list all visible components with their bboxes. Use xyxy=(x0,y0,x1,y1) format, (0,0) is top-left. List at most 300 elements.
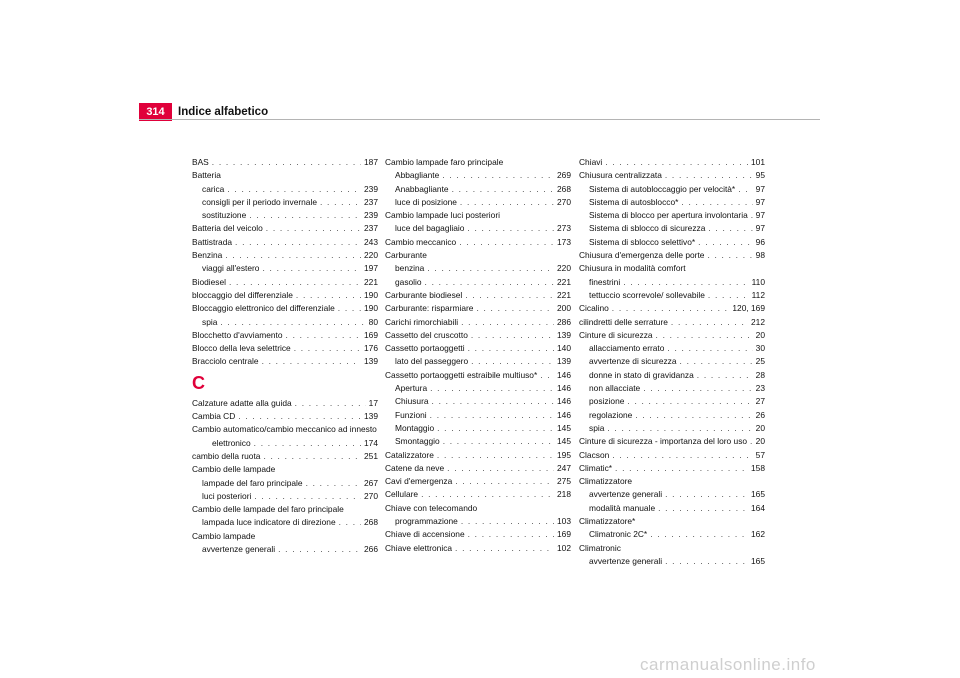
dot-leader xyxy=(262,262,361,275)
index-column-3 xyxy=(579,156,765,568)
index-heading: Climatizzatore* xyxy=(579,516,636,527)
entry-text: Chiave elettronica xyxy=(385,542,453,553)
entry-page: 139 xyxy=(364,356,378,367)
entry-page: 139 xyxy=(364,411,378,422)
dot-leader xyxy=(227,183,361,196)
index-entry xyxy=(192,156,378,169)
index-heading: Chiave con telecomando xyxy=(385,502,478,513)
entry-page: 95 xyxy=(755,170,765,181)
index-entry xyxy=(385,342,571,355)
index-entry xyxy=(192,477,378,490)
index-entry xyxy=(579,422,765,435)
entry-page: 20 xyxy=(755,422,765,433)
entry-text: Cambio meccanico xyxy=(385,236,457,247)
index-entry xyxy=(385,462,571,475)
entry-page: 286 xyxy=(557,316,571,327)
entry-page: 139 xyxy=(557,329,571,340)
entry-page: 221 xyxy=(557,276,571,287)
dot-leader xyxy=(249,209,361,222)
dot-leader xyxy=(455,475,554,488)
entry-page: 197 xyxy=(364,263,378,274)
dot-leader xyxy=(338,302,361,315)
index-entry xyxy=(385,369,571,382)
entry-page: 239 xyxy=(364,210,378,221)
entry-page: 145 xyxy=(557,436,571,447)
entry-page: 200 xyxy=(557,303,571,314)
index-entry xyxy=(385,316,571,329)
index-entry xyxy=(579,183,765,196)
dot-leader xyxy=(612,449,752,462)
entry-text: Cinture di sicurezza xyxy=(579,329,653,340)
index-entry xyxy=(385,395,571,408)
dot-leader xyxy=(427,262,554,275)
entry-page: 97 xyxy=(755,223,765,234)
dot-leader xyxy=(212,156,361,169)
index-entry xyxy=(579,169,765,182)
entry-text: cambio della ruota xyxy=(192,450,261,461)
entry-text: Carburante: risparmiare xyxy=(385,303,474,314)
index-entry xyxy=(579,209,765,222)
entry-page: 120, 169 xyxy=(732,303,765,314)
index-column-1 xyxy=(192,156,378,556)
index-heading: Climatronic xyxy=(579,542,621,553)
section-letter: C xyxy=(192,372,205,393)
dot-leader xyxy=(465,289,554,302)
index-entry xyxy=(192,342,378,355)
entry-page: 174 xyxy=(364,437,378,448)
page-number: 314 xyxy=(139,103,172,121)
entry-text: Sistema di sblocco selettivo* xyxy=(589,236,696,247)
index-entry xyxy=(385,289,571,302)
index-entry xyxy=(192,289,378,302)
entry-text: carica xyxy=(202,183,225,194)
entry-page: 97 xyxy=(755,183,765,194)
entry-text: luce di posizione xyxy=(395,196,457,207)
entry-page: 169 xyxy=(557,529,571,540)
index-entry xyxy=(385,196,571,209)
dot-leader xyxy=(254,490,361,503)
index-entry xyxy=(385,262,571,275)
entry-text: lato del passeggero xyxy=(395,356,469,367)
index-entry xyxy=(579,316,765,329)
index-heading: Carburante xyxy=(385,250,427,261)
index-entry xyxy=(192,397,378,410)
entry-page: 158 xyxy=(751,462,765,473)
dot-leader xyxy=(708,222,752,235)
index-entry xyxy=(192,183,378,196)
entry-text: Benzina xyxy=(192,250,223,261)
dot-leader xyxy=(452,183,554,196)
dot-leader xyxy=(665,169,753,182)
entry-page: 273 xyxy=(557,223,571,234)
entry-page: 212 xyxy=(751,316,765,327)
entry-page: 270 xyxy=(364,490,378,501)
index-entry xyxy=(579,222,765,235)
entry-page: 164 xyxy=(751,502,765,513)
entry-text: Biodiesel xyxy=(192,276,226,287)
dot-leader xyxy=(320,196,361,209)
entry-text: donne in stato di gravidanza xyxy=(589,369,694,380)
index-entry xyxy=(385,169,571,182)
entry-text: Funzioni xyxy=(395,409,427,420)
dot-leader xyxy=(471,329,554,342)
index-heading: Chiusura in modalità comfort xyxy=(579,263,686,274)
entry-page: 20 xyxy=(755,436,765,447)
index-entry xyxy=(579,369,765,382)
dot-leader xyxy=(447,462,554,475)
dot-leader xyxy=(635,409,752,422)
dot-leader xyxy=(278,543,361,556)
dot-leader xyxy=(627,395,752,408)
entry-page: 97 xyxy=(755,196,765,207)
index-entry xyxy=(192,316,378,329)
dot-leader xyxy=(468,528,554,541)
index-entry xyxy=(192,329,378,342)
entry-page: 25 xyxy=(755,356,765,367)
entry-text: non allacciate xyxy=(589,383,641,394)
index-entry xyxy=(579,289,765,302)
dot-leader xyxy=(295,397,366,410)
dot-leader xyxy=(607,422,752,435)
entry-page: 187 xyxy=(364,157,378,167)
index-entry xyxy=(192,222,378,235)
entry-page: 269 xyxy=(557,170,571,181)
entry-page: 57 xyxy=(755,449,765,460)
dot-leader xyxy=(615,462,748,475)
dot-leader xyxy=(751,209,753,222)
entry-text: Blocchetto d'avviamento xyxy=(192,329,283,340)
entry-page: 112 xyxy=(751,289,765,300)
entry-page: 146 xyxy=(557,409,571,420)
index-entry xyxy=(192,516,378,529)
dot-leader xyxy=(220,316,365,329)
entry-page: 80 xyxy=(368,316,378,327)
index-entry xyxy=(385,422,571,435)
entry-text: avvertenze generali xyxy=(589,555,663,566)
entry-text: viaggi all'estero xyxy=(202,263,260,274)
index-entry xyxy=(579,488,765,501)
entry-page: 17 xyxy=(368,397,378,408)
entry-text: Sistema di autosblocco* xyxy=(589,196,679,207)
entry-page: 98 xyxy=(755,250,765,261)
dot-leader xyxy=(605,156,748,169)
entry-text: Climatronic 2C* xyxy=(589,529,648,540)
entry-page: 165 xyxy=(751,555,765,566)
dot-leader xyxy=(665,488,748,501)
dot-leader xyxy=(421,488,554,501)
dot-leader xyxy=(425,276,554,289)
entry-page: 20 xyxy=(755,329,765,340)
dot-leader xyxy=(707,249,752,262)
entry-text: Smontaggio xyxy=(395,436,440,447)
entry-page: 221 xyxy=(557,289,571,300)
entry-text: modalità manuale xyxy=(589,502,656,513)
dot-leader xyxy=(430,409,554,422)
index-entry xyxy=(579,196,765,209)
entry-text: Catene da neve xyxy=(385,462,445,473)
entry-text: spia xyxy=(202,316,218,327)
entry-text: tettuccio scorrevole/ sollevabile xyxy=(589,289,705,300)
entry-text: Climatic* xyxy=(579,462,613,473)
entry-text: Chiave di accensione xyxy=(385,529,465,540)
entry-page: 101 xyxy=(751,157,765,167)
index-entry xyxy=(385,475,571,488)
dot-leader xyxy=(235,236,361,249)
entry-text: Blocco della leva selettrice xyxy=(192,343,291,354)
entry-page: 169 xyxy=(364,329,378,340)
dot-leader xyxy=(238,410,361,423)
dot-leader xyxy=(750,435,753,448)
index-entry xyxy=(385,236,571,249)
entry-text: lampada luce indicatore di direzione xyxy=(202,517,336,528)
dot-leader xyxy=(671,316,748,329)
entry-text: Chiusura centralizzata xyxy=(579,170,662,181)
dot-leader xyxy=(430,382,554,395)
entry-text: Anabbagliante xyxy=(395,183,449,194)
dot-leader xyxy=(266,222,361,235)
index-entry xyxy=(579,502,765,515)
index-heading: Batteria xyxy=(192,170,221,181)
entry-page: 145 xyxy=(557,422,571,433)
index-entry xyxy=(579,435,765,448)
entry-text: Chiusura xyxy=(395,396,429,407)
entry-text: sostituzione xyxy=(202,210,247,221)
entry-text: consigli per il periodo invernale xyxy=(202,196,317,207)
index-heading: Cambio delle lampade xyxy=(192,464,276,475)
index-heading: Climatizzatore xyxy=(579,476,633,487)
entry-page: 243 xyxy=(364,236,378,247)
index-entry xyxy=(579,302,765,315)
dot-leader xyxy=(296,289,361,302)
index-entry xyxy=(579,409,765,422)
entry-text: Carichi rimorchiabili xyxy=(385,316,459,327)
entry-text: avvertenze generali xyxy=(589,489,663,500)
index-entry xyxy=(192,543,378,556)
index-entry xyxy=(579,382,765,395)
index-entry xyxy=(579,528,765,541)
dot-leader xyxy=(681,196,752,209)
index-entry xyxy=(192,196,378,209)
entry-text: Catalizzatore xyxy=(385,449,434,460)
index-entry xyxy=(192,490,378,503)
index-entry xyxy=(385,355,571,368)
entry-text: elettronico xyxy=(212,437,251,448)
entry-text: regolazione xyxy=(589,409,633,420)
entry-page: 220 xyxy=(364,250,378,261)
entry-text: luci posteriori xyxy=(202,490,252,501)
entry-page: 247 xyxy=(557,462,571,473)
entry-text: BAS xyxy=(192,157,209,167)
index-entry xyxy=(192,262,378,275)
index-entry xyxy=(579,555,765,568)
entry-page: 97 xyxy=(755,210,765,221)
entry-page: 103 xyxy=(557,516,571,527)
dot-leader xyxy=(294,342,361,355)
entry-page: 221 xyxy=(364,276,378,287)
dot-leader xyxy=(225,249,361,262)
page-title: Indice alfabetico xyxy=(178,106,269,118)
entry-page: 268 xyxy=(557,183,571,194)
entry-text: Montaggio xyxy=(395,422,435,433)
entry-text: Battistrada xyxy=(192,236,233,247)
dot-leader xyxy=(665,555,748,568)
entry-text: cilindretti delle serrature xyxy=(579,316,668,327)
index-entry xyxy=(385,542,571,555)
entry-text: Cicalino xyxy=(579,303,609,314)
dot-leader xyxy=(658,502,748,515)
header-rule xyxy=(139,119,820,120)
index-entry xyxy=(579,329,765,342)
index-entry xyxy=(579,236,765,249)
index-entry xyxy=(192,437,378,450)
entry-text: Clacson xyxy=(579,449,610,460)
index-heading: Cambio lampade faro principale xyxy=(385,157,504,167)
dot-leader xyxy=(667,342,752,355)
entry-text: luce del bagagliaio xyxy=(395,223,465,234)
entry-text: allacciamento errato xyxy=(589,343,665,354)
entry-page: 96 xyxy=(755,236,765,247)
entry-page: 237 xyxy=(364,223,378,234)
entry-text: avvertenze generali xyxy=(202,544,276,555)
entry-text: Cinture di sicurezza - importanza del loro uso xyxy=(579,436,748,447)
index-entry xyxy=(579,395,765,408)
entry-text: finestrini xyxy=(589,276,621,287)
index-entry xyxy=(385,302,571,315)
entry-text: lampade del faro principale xyxy=(202,477,303,488)
watermark: carmanualsonline.info xyxy=(640,655,816,674)
entry-text: Cassetto portaoggetti estraibile multiuso* xyxy=(385,369,538,380)
dot-leader xyxy=(656,329,753,342)
dot-leader xyxy=(623,276,748,289)
entry-page: 162 xyxy=(751,529,765,540)
dot-leader xyxy=(442,169,554,182)
entry-text: Bloccaggio elettronico del differenziale xyxy=(192,303,335,314)
index-column-2 xyxy=(385,156,571,555)
dot-leader xyxy=(476,302,554,315)
index-entry xyxy=(192,355,378,368)
entry-text: programmazione xyxy=(395,516,458,527)
entry-page: 27 xyxy=(755,396,765,407)
index-entry xyxy=(385,382,571,395)
dot-leader xyxy=(443,435,554,448)
index-entry xyxy=(385,488,571,501)
index-entry xyxy=(579,449,765,462)
dot-leader xyxy=(650,528,748,541)
index-entry xyxy=(579,276,765,289)
index-entry xyxy=(192,236,378,249)
index-heading: Cambio lampade luci posteriori xyxy=(385,210,500,221)
index-entry xyxy=(579,355,765,368)
entry-page: 220 xyxy=(557,263,571,274)
entry-text: Cellulare xyxy=(385,489,419,500)
index-entry xyxy=(385,222,571,235)
dot-leader xyxy=(437,449,554,462)
index-entry xyxy=(579,156,765,169)
index-entry xyxy=(192,209,378,222)
entry-page: 195 xyxy=(557,449,571,460)
entry-page: 102 xyxy=(557,542,571,553)
entry-text: Bracciolo centrale xyxy=(192,356,259,367)
dot-leader xyxy=(708,289,749,302)
entry-text: Calzature adatte alla guida xyxy=(192,397,292,408)
entry-text: avvertenze di sicurezza xyxy=(589,356,677,367)
index-entry xyxy=(385,329,571,342)
entry-page: 275 xyxy=(557,476,571,487)
dot-leader xyxy=(455,542,554,555)
entry-text: Batteria del veicolo xyxy=(192,223,263,234)
dot-leader xyxy=(432,395,554,408)
dot-leader xyxy=(698,236,753,249)
index-entry xyxy=(192,276,378,289)
entry-page: 266 xyxy=(364,544,378,555)
dot-leader xyxy=(339,516,361,529)
index-entry xyxy=(579,342,765,355)
entry-text: gasolio xyxy=(395,276,422,287)
entry-page: 176 xyxy=(364,343,378,354)
index-entry xyxy=(579,462,765,475)
dot-leader xyxy=(612,302,730,315)
entry-page: 268 xyxy=(364,517,378,528)
dot-leader xyxy=(437,422,554,435)
dot-leader xyxy=(461,316,554,329)
entry-text: benzina xyxy=(395,263,425,274)
entry-page: 30 xyxy=(755,343,765,354)
entry-text: Sistema di blocco per apertura involontaria xyxy=(589,210,748,221)
entry-text: Apertura xyxy=(395,383,428,394)
entry-text: Cambia CD xyxy=(192,411,236,422)
entry-page: 165 xyxy=(751,489,765,500)
entry-text: spia xyxy=(589,422,605,433)
entry-page: 173 xyxy=(557,236,571,247)
dot-leader xyxy=(467,222,554,235)
dot-leader xyxy=(306,477,361,490)
entry-page: 110 xyxy=(751,276,765,287)
dot-leader xyxy=(738,183,752,196)
entry-page: 140 xyxy=(557,343,571,354)
entry-page: 239 xyxy=(364,183,378,194)
dot-leader xyxy=(286,329,361,342)
index-entry xyxy=(385,435,571,448)
entry-page: 251 xyxy=(364,450,378,461)
dot-leader xyxy=(262,355,361,368)
index-entry xyxy=(192,410,378,423)
index-entry xyxy=(385,183,571,196)
dot-leader xyxy=(680,355,753,368)
entry-text: Cassetto portaoggetti xyxy=(385,343,465,354)
dot-leader xyxy=(229,276,361,289)
index-entry xyxy=(385,515,571,528)
entry-page: 218 xyxy=(557,489,571,500)
entry-text: posizione xyxy=(589,396,625,407)
index-entry xyxy=(385,528,571,541)
entry-page: 267 xyxy=(364,477,378,488)
entry-page: 146 xyxy=(557,396,571,407)
entry-text: Chiavi xyxy=(579,157,603,167)
index-heading: Cambio lampade xyxy=(192,530,256,541)
dot-leader xyxy=(263,450,361,463)
index-entry xyxy=(579,249,765,262)
dot-leader xyxy=(459,236,554,249)
entry-text: Chiusura d'emergenza delle porte xyxy=(579,250,705,261)
entry-page: 237 xyxy=(364,196,378,207)
entry-page: 146 xyxy=(557,383,571,394)
dot-leader xyxy=(540,369,554,382)
index-entry xyxy=(192,249,378,262)
index-entry xyxy=(192,302,378,315)
index-heading: Cambio automatico/cambio meccanico ad innesto xyxy=(192,424,377,435)
entry-text: bloccaggio del differenziale xyxy=(192,289,293,300)
entry-page: 23 xyxy=(755,383,765,394)
